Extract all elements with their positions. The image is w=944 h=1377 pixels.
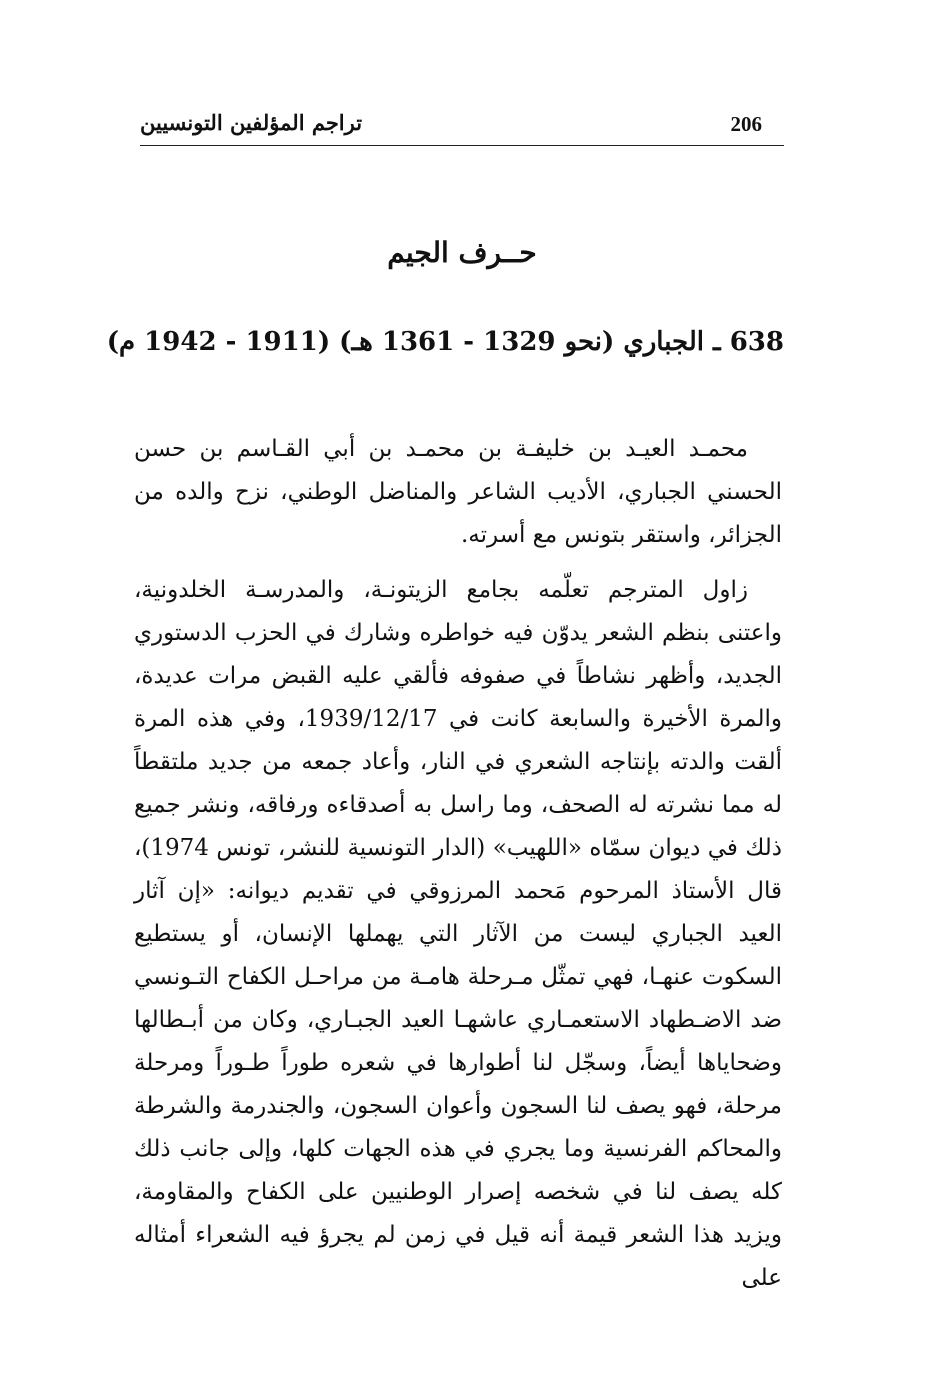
paragraph: محمـد العيـد بن خليفـة بن محمـد بن أبي القـاسم بن حسن الحسني الجباري، الأديب الشاعر والمناضل الوطني، نزح والده من الجزائر، واستقر بتونس مع أسرته.	[134, 436, 782, 548]
running-title: تراجم المؤلفين التونسيين	[140, 110, 363, 135]
entry-heading: 638 ـ الجباري (نحو 1329 - 1361 هـ) (1911 - 1942 م)	[106, 327, 784, 357]
header-rule	[140, 145, 784, 146]
entry-body	[134, 428, 782, 1312]
page-number: 206	[730, 112, 762, 136]
paragraph: زاول المترجم تعلّمه بجامع الزيتونـة، والمدرسـة الخلدونية، واعتنى بنظم الشعر يدوّن فيه خواطره وشارك في الحزب الدستوري الجديد، وأظهر نشاطاً في صفوفه فألقي عليه القبض مرات عديدة، والمرة الأخيرة والسابعة كانت في 1939/12/17، وفي هذه المرة ألقت والدته بإنتاجه الشعري في النار، وأعاد جمعه من جديد ملتقطاً له مما نشرته له الصحف، وما راسل به أصدقاءه ورفاقه، ونشر جميع ذلك في ديوان سمّاه «اللهيب» (الدار التونسية للنشر، تونس 1974)، قال الأستاذ المرحوم مَحمد المرزوقي في تقديم ديوانه: «إن آثار العيد الجباري ليست من الآثار التي يهملها الإنسان، أو يستطيع السكوت عنهـا، فهي تمثّل مـرحلة هامـة من مراحـل الكفاح التـونسي ضد الاضـطهاد الاستعمـاري عاشهـا العيد الجبـاري، وكان من أبـطالها وضحاياها أيضاً، وسجّل لنا أطوارها في شعره طوراً طـوراً ومرحلة مرحلة، فهو يصف لنا السجون وأعوان السجون، والجندرمة والشرطة والمحاكم الفرنسية وما يجري في هذه الجهات كلها، وإلى جانب ذلك كله يصف لنا في شخصه إصرار الوطنيين على الكفاح والمقاومة، ويزيد هذا الشعر قيمة أنه قيل في زمن لم يجرؤ فيه الشعراء أمثاله على	[134, 577, 782, 1291]
chapter-title: حــرف الجيم	[387, 236, 537, 269]
running-header	[140, 108, 784, 148]
